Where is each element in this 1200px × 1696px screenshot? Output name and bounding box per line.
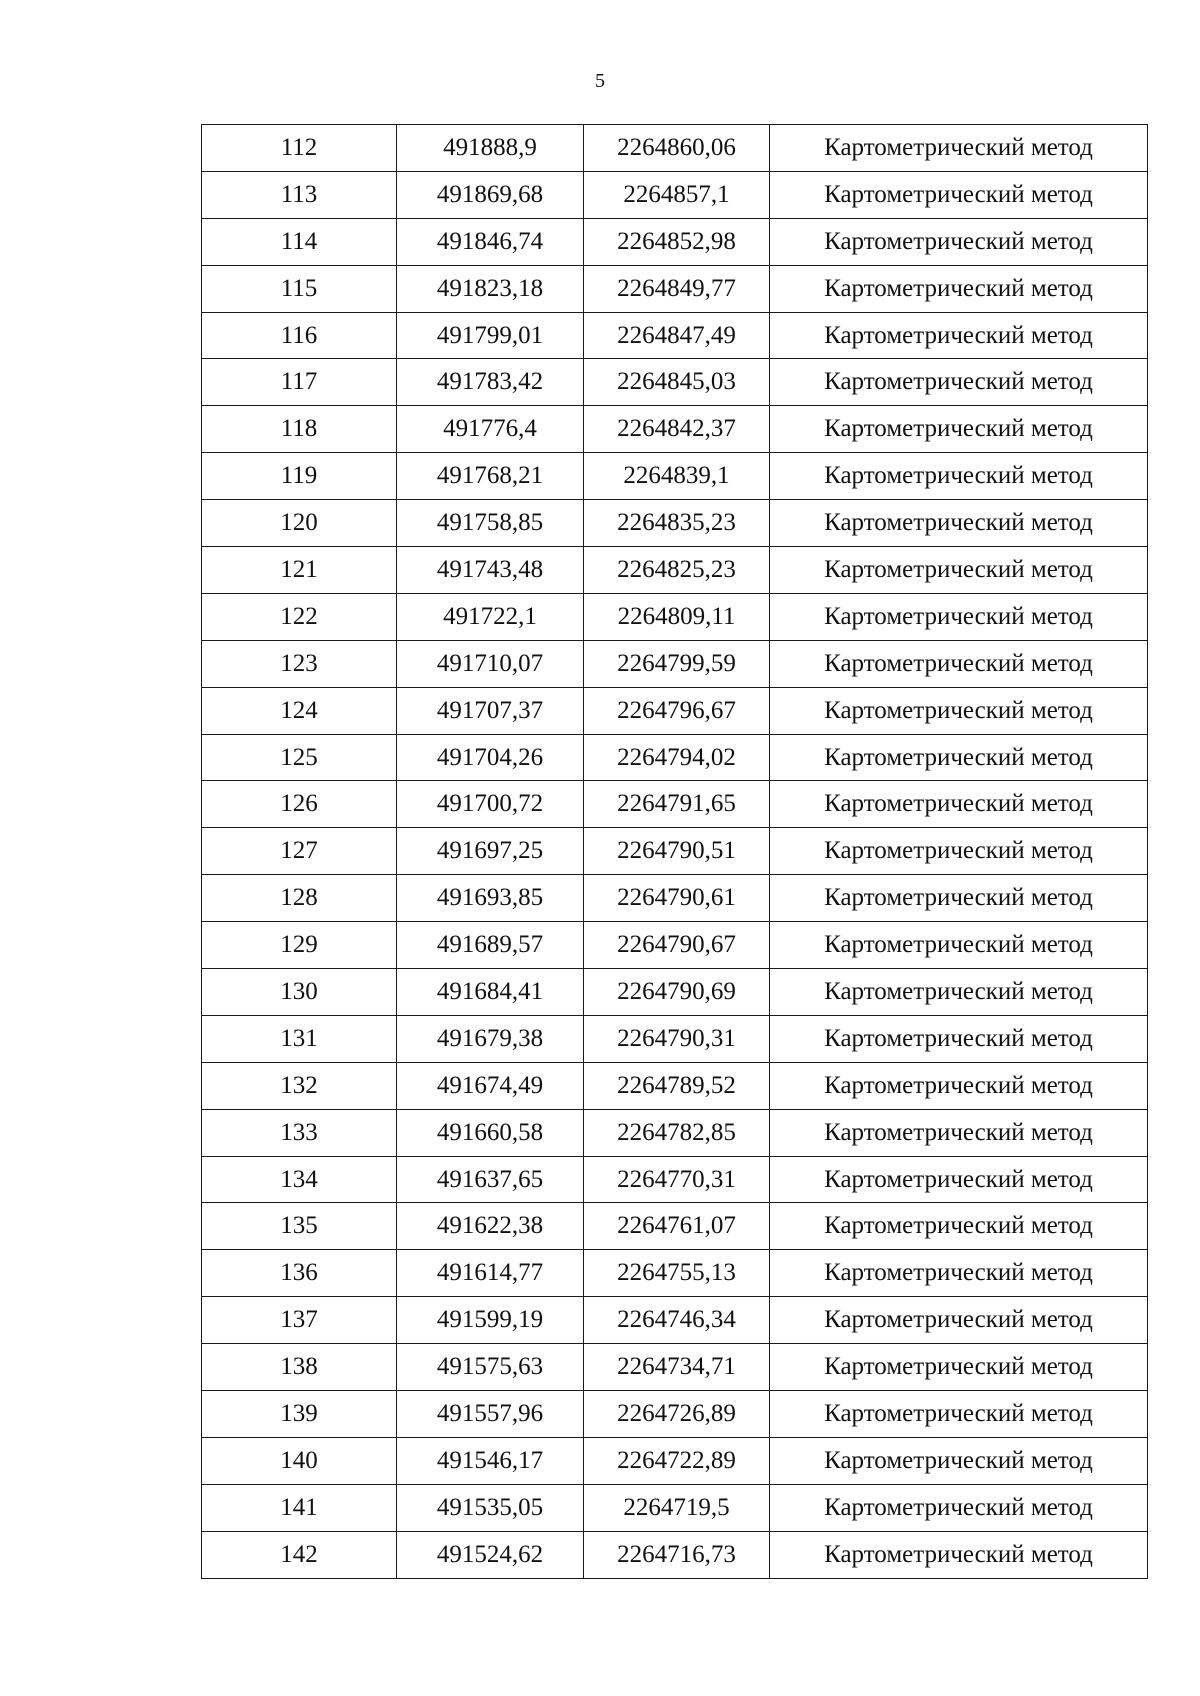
- point-number-cell: 142: [202, 1531, 397, 1578]
- method-cell: Картометрический метод: [770, 593, 1148, 640]
- x-coordinate-cell: 491575,63: [397, 1344, 584, 1391]
- x-coordinate-cell: 491622,38: [397, 1203, 584, 1250]
- x-coordinate-cell: 491546,17: [397, 1437, 584, 1484]
- y-coordinate-cell: 2264842,37: [584, 406, 770, 453]
- y-coordinate-cell: 2264726,89: [584, 1391, 770, 1438]
- table-row: [202, 1109, 1148, 1156]
- point-number-cell: 117: [202, 359, 397, 406]
- point-number-cell: 120: [202, 500, 397, 547]
- point-number-cell: 118: [202, 406, 397, 453]
- table-row: [202, 1203, 1148, 1250]
- point-number-cell: 132: [202, 1062, 397, 1109]
- method-cell: Картометрический метод: [770, 312, 1148, 359]
- y-coordinate-cell: 2264794,02: [584, 734, 770, 781]
- x-coordinate-cell: 491869,68: [397, 171, 584, 218]
- method-cell: Картометрический метод: [770, 969, 1148, 1016]
- y-coordinate-cell: 2264799,59: [584, 640, 770, 687]
- y-coordinate-cell: 2264719,5: [584, 1484, 770, 1531]
- point-number-cell: 116: [202, 312, 397, 359]
- coordinates-table-body: [202, 125, 1148, 1579]
- method-cell: Картометрический метод: [770, 500, 1148, 547]
- table-row: [202, 1391, 1148, 1438]
- method-cell: Картометрический метод: [770, 640, 1148, 687]
- page-number: 5: [595, 70, 605, 92]
- point-number-cell: 125: [202, 734, 397, 781]
- method-cell: Картометрический метод: [770, 1109, 1148, 1156]
- point-number-cell: 124: [202, 687, 397, 734]
- method-cell: Картометрический метод: [770, 1015, 1148, 1062]
- method-cell: Картометрический метод: [770, 734, 1148, 781]
- method-cell: Картометрический метод: [770, 1203, 1148, 1250]
- x-coordinate-cell: 491707,37: [397, 687, 584, 734]
- point-number-cell: 133: [202, 1109, 397, 1156]
- y-coordinate-cell: 2264796,67: [584, 687, 770, 734]
- point-number-cell: 141: [202, 1484, 397, 1531]
- y-coordinate-cell: 2264789,52: [584, 1062, 770, 1109]
- table-row: [202, 406, 1148, 453]
- point-number-cell: 131: [202, 1015, 397, 1062]
- x-coordinate-cell: 491524,62: [397, 1531, 584, 1578]
- table-row: [202, 453, 1148, 500]
- x-coordinate-cell: 491637,65: [397, 1156, 584, 1203]
- method-cell: Картометрический метод: [770, 171, 1148, 218]
- method-cell: Картометрический метод: [770, 1250, 1148, 1297]
- y-coordinate-cell: 2264857,1: [584, 171, 770, 218]
- y-coordinate-cell: 2264790,61: [584, 875, 770, 922]
- x-coordinate-cell: 491557,96: [397, 1391, 584, 1438]
- method-cell: Картометрический метод: [770, 547, 1148, 594]
- y-coordinate-cell: 2264790,69: [584, 969, 770, 1016]
- table-row: [202, 1297, 1148, 1344]
- x-coordinate-cell: 491722,1: [397, 593, 584, 640]
- y-coordinate-cell: 2264835,23: [584, 500, 770, 547]
- method-cell: Картометрический метод: [770, 1484, 1148, 1531]
- y-coordinate-cell: 2264847,49: [584, 312, 770, 359]
- table-row: [202, 125, 1148, 172]
- method-cell: Картометрический метод: [770, 828, 1148, 875]
- x-coordinate-cell: 491689,57: [397, 922, 584, 969]
- method-cell: Картометрический метод: [770, 125, 1148, 172]
- y-coordinate-cell: 2264746,34: [584, 1297, 770, 1344]
- x-coordinate-cell: 491758,85: [397, 500, 584, 547]
- table-row: [202, 1062, 1148, 1109]
- point-number-cell: 122: [202, 593, 397, 640]
- table-row: [202, 312, 1148, 359]
- x-coordinate-cell: 491768,21: [397, 453, 584, 500]
- point-number-cell: 112: [202, 125, 397, 172]
- y-coordinate-cell: 2264722,89: [584, 1437, 770, 1484]
- point-number-cell: 115: [202, 265, 397, 312]
- x-coordinate-cell: 491697,25: [397, 828, 584, 875]
- table-row: [202, 171, 1148, 218]
- method-cell: Картометрический метод: [770, 875, 1148, 922]
- x-coordinate-cell: 491783,42: [397, 359, 584, 406]
- x-coordinate-cell: 491693,85: [397, 875, 584, 922]
- method-cell: Картометрический метод: [770, 1297, 1148, 1344]
- point-number-cell: 130: [202, 969, 397, 1016]
- y-coordinate-cell: 2264716,73: [584, 1531, 770, 1578]
- point-number-cell: 138: [202, 1344, 397, 1391]
- point-number-cell: 123: [202, 640, 397, 687]
- point-number-cell: 113: [202, 171, 397, 218]
- method-cell: Картометрический метод: [770, 359, 1148, 406]
- y-coordinate-cell: 2264849,77: [584, 265, 770, 312]
- method-cell: Картометрический метод: [770, 1062, 1148, 1109]
- x-coordinate-cell: 491674,49: [397, 1062, 584, 1109]
- point-number-cell: 135: [202, 1203, 397, 1250]
- x-coordinate-cell: 491684,41: [397, 969, 584, 1016]
- method-cell: Картометрический метод: [770, 1531, 1148, 1578]
- table-row: [202, 547, 1148, 594]
- y-coordinate-cell: 2264845,03: [584, 359, 770, 406]
- x-coordinate-cell: 491888,9: [397, 125, 584, 172]
- table-row: [202, 828, 1148, 875]
- table-row: [202, 781, 1148, 828]
- x-coordinate-cell: 491846,74: [397, 218, 584, 265]
- method-cell: Картометрический метод: [770, 406, 1148, 453]
- method-cell: Картометрический метод: [770, 687, 1148, 734]
- point-number-cell: 119: [202, 453, 397, 500]
- point-number-cell: 114: [202, 218, 397, 265]
- y-coordinate-cell: 2264761,07: [584, 1203, 770, 1250]
- x-coordinate-cell: 491799,01: [397, 312, 584, 359]
- method-cell: Картометрический метод: [770, 1437, 1148, 1484]
- x-coordinate-cell: 491743,48: [397, 547, 584, 594]
- x-coordinate-cell: 491823,18: [397, 265, 584, 312]
- table-row: [202, 1015, 1148, 1062]
- table-row: [202, 1531, 1148, 1578]
- x-coordinate-cell: 491710,07: [397, 640, 584, 687]
- table-row: [202, 875, 1148, 922]
- y-coordinate-cell: 2264770,31: [584, 1156, 770, 1203]
- point-number-cell: 136: [202, 1250, 397, 1297]
- point-number-cell: 137: [202, 1297, 397, 1344]
- x-coordinate-cell: 491700,72: [397, 781, 584, 828]
- y-coordinate-cell: 2264825,23: [584, 547, 770, 594]
- x-coordinate-cell: 491660,58: [397, 1109, 584, 1156]
- y-coordinate-cell: 2264852,98: [584, 218, 770, 265]
- y-coordinate-cell: 2264755,13: [584, 1250, 770, 1297]
- point-number-cell: 139: [202, 1391, 397, 1438]
- table-row: [202, 1484, 1148, 1531]
- method-cell: Картометрический метод: [770, 922, 1148, 969]
- method-cell: Картометрический метод: [770, 218, 1148, 265]
- y-coordinate-cell: 2264790,67: [584, 922, 770, 969]
- method-cell: Картометрический метод: [770, 265, 1148, 312]
- method-cell: Картометрический метод: [770, 453, 1148, 500]
- table-row: [202, 922, 1148, 969]
- x-coordinate-cell: 491535,05: [397, 1484, 584, 1531]
- point-number-cell: 140: [202, 1437, 397, 1484]
- y-coordinate-cell: 2264790,31: [584, 1015, 770, 1062]
- table-row: [202, 1437, 1148, 1484]
- method-cell: Картометрический метод: [770, 1156, 1148, 1203]
- x-coordinate-cell: 491599,19: [397, 1297, 584, 1344]
- table-row: [202, 640, 1148, 687]
- x-coordinate-cell: 491614,77: [397, 1250, 584, 1297]
- table-row: [202, 687, 1148, 734]
- x-coordinate-cell: 491776,4: [397, 406, 584, 453]
- x-coordinate-cell: 491679,38: [397, 1015, 584, 1062]
- table-row: [202, 593, 1148, 640]
- y-coordinate-cell: 2264860,06: [584, 125, 770, 172]
- method-cell: Картометрический метод: [770, 781, 1148, 828]
- y-coordinate-cell: 2264734,71: [584, 1344, 770, 1391]
- y-coordinate-cell: 2264839,1: [584, 453, 770, 500]
- table-row: [202, 359, 1148, 406]
- table-row: [202, 218, 1148, 265]
- y-coordinate-cell: 2264790,51: [584, 828, 770, 875]
- table-row: [202, 734, 1148, 781]
- point-number-cell: 126: [202, 781, 397, 828]
- table-row: [202, 265, 1148, 312]
- point-number-cell: 127: [202, 828, 397, 875]
- table-row: [202, 1250, 1148, 1297]
- y-coordinate-cell: 2264782,85: [584, 1109, 770, 1156]
- method-cell: Картометрический метод: [770, 1344, 1148, 1391]
- table-row: [202, 969, 1148, 1016]
- method-cell: Картометрический метод: [770, 1391, 1148, 1438]
- y-coordinate-cell: 2264791,65: [584, 781, 770, 828]
- point-number-cell: 128: [202, 875, 397, 922]
- point-number-cell: 129: [202, 922, 397, 969]
- coordinates-table: [201, 124, 1148, 1579]
- table-row: [202, 1344, 1148, 1391]
- point-number-cell: 134: [202, 1156, 397, 1203]
- table-row: [202, 500, 1148, 547]
- x-coordinate-cell: 491704,26: [397, 734, 584, 781]
- point-number-cell: 121: [202, 547, 397, 594]
- y-coordinate-cell: 2264809,11: [584, 593, 770, 640]
- table-row: [202, 1156, 1148, 1203]
